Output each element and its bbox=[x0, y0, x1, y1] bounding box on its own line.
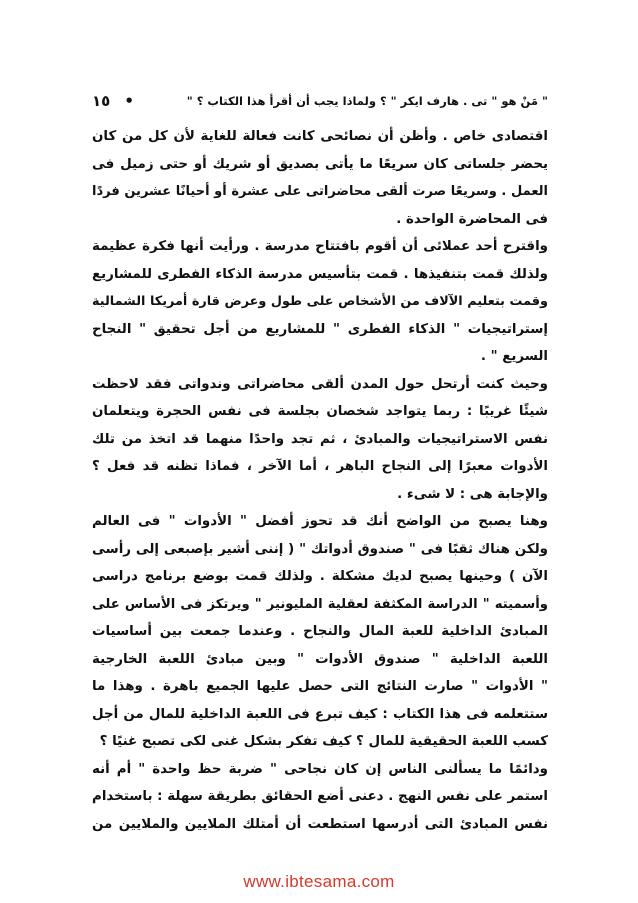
text-line: يحضر جلساتى كان سريعًا ما يأتى بصديق أو شريك أو حتى زميل فى bbox=[92, 156, 548, 172]
running-header bbox=[92, 88, 548, 114]
text-line: نفس الاستراتيجيات والمبادئ ، ثم تجد واحدًا منهما قد اتخذ من تلك bbox=[92, 431, 548, 447]
text-line: اقتصادى خاص . وأظن أن نصائحى كانت فعالة للغاية لأن كل من كان bbox=[92, 129, 548, 144]
running-header-title: " مَنْ هو " تى . هارف ايكر " ؟ ولماذا يجب أن أقرأ هذا الكتاب ؟ " bbox=[186, 94, 548, 108]
page-number-group bbox=[92, 92, 134, 110]
text-line: الآن ) وحينها يصبح لديك مشكلة . ولذلك قمت بوضع برنامج دراسى bbox=[92, 569, 548, 584]
page-number: ١٥ bbox=[92, 92, 111, 110]
text-line: الأدوات معبرًا إلى النجاح الباهر ، أما الآخر ، فماذا تظنه قد فعل ؟ bbox=[92, 459, 548, 474]
text-line: إستراتيجيات " الذكاء الفطرى " للمشاريع من أجل تحقيق " النجاح bbox=[92, 321, 548, 337]
text-line: وهنا يصبح من الواضح أنك قد تحوز أفضل " الأدوات " فى العالم bbox=[92, 514, 548, 529]
text-line: وحيث كنت أرتحل حول المدن ألقى محاضراتى وندواتى فقد لاحظت bbox=[92, 376, 548, 392]
text-line: نفس المبادئ التى أدرسها استطعت أن أمتلك الملايين والملايين من bbox=[92, 816, 548, 832]
header-separator: • bbox=[124, 92, 134, 110]
text-line: والإجابة هى : لا شىء . bbox=[397, 486, 548, 502]
text-line: وأسميته " الدراسة المكثفة لعقلية المليونير " ويرتكز فى الأساس على bbox=[92, 596, 548, 612]
text-line: ولذلك قمت بتنفيذها . قمت بتأسيس مدرسة الذكاء الفطرى للمشاريع bbox=[92, 266, 548, 282]
text-line: شيئًا غريبًا : ربما يتواجد شخصان بجلسة فى نفس الحجرة ويتعلمان bbox=[92, 404, 548, 419]
text-line: استمر على نفس النهج . دعنى أضع الحقائق بطريقة سهلة : باستخدام bbox=[92, 789, 548, 804]
text-line: العمل . وسريعًا صرت ألقى محاضراتى على عشرة أو أحيانًا عشرين فردًا bbox=[92, 184, 548, 199]
text-line: كسب اللعبة الحقيقية للمال ؟ كيف تفكر بشكل غنى لكى تصبح غنيًا ؟ bbox=[99, 734, 548, 749]
text-line: المبادئ الداخلية للعبة المال والنجاح . وعندما جمعت بين أساسيات bbox=[92, 624, 548, 639]
text-line: ستتعلمه فى هذا الكتاب : كيف تبرع فى اللعبة الداخلية للمال من أجل bbox=[92, 706, 548, 722]
text-line: وقمت بتعليم الآلاف من الأشخاص على طول وعرض قارة أمريكا الشمالية bbox=[92, 294, 548, 309]
text-line: ولكن هناك ثقبًا فى " صندوق أدواتك " ( إننى أشير بإصبعى إلى رأسى bbox=[92, 541, 548, 557]
text-line: ودائمًا ما يسألنى الناس إن كان نجاحى " ضربة حظ واحدة " أم أنه bbox=[92, 761, 548, 777]
text-line: اللعبة الداخلية " صندوق الأدوات " وبين مبادئ اللعبة الخارجية bbox=[92, 651, 548, 667]
text-line: السريع " . bbox=[480, 349, 548, 364]
body-text bbox=[92, 123, 548, 838]
text-line: فى المحاضرة الواحدة . bbox=[396, 211, 548, 227]
watermark-link[interactable]: www.ibtesama.com bbox=[243, 872, 395, 891]
text-line: " الأدوات " صارت النتائج التى حصل عليها الجميع باهرة . وهذا ما bbox=[92, 679, 548, 694]
text-line: واقترح أحد عملائى أن أقوم بافتتاح مدرسة . ورأيت أنها فكرة عظيمة bbox=[92, 239, 548, 254]
